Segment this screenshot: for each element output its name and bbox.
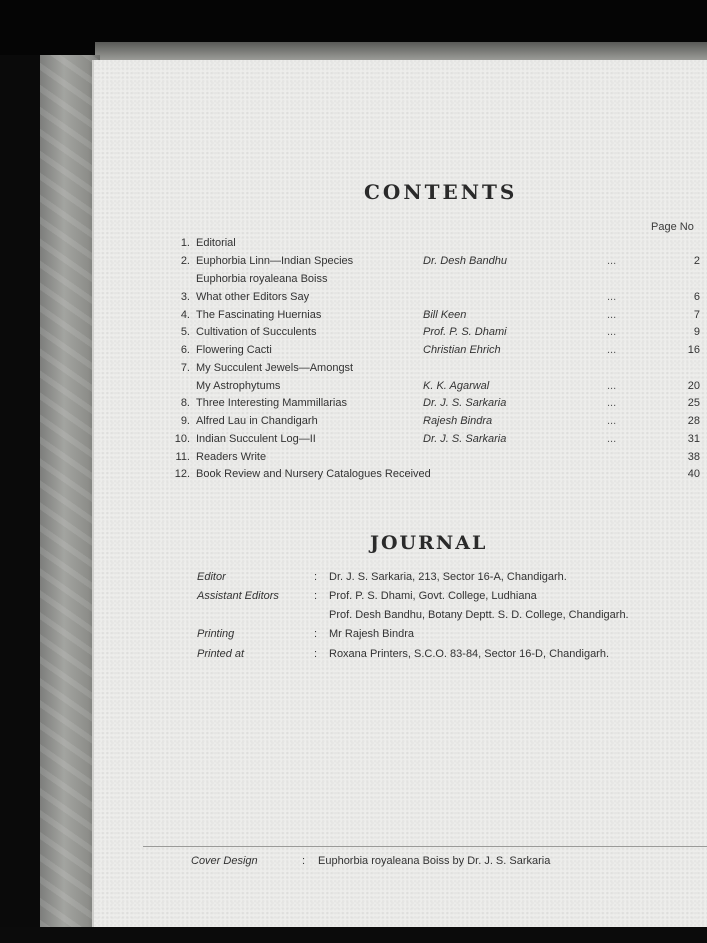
journal-colon: : <box>314 628 318 640</box>
toc-item-page: 28 <box>687 415 700 427</box>
toc-item-page: 25 <box>687 397 700 409</box>
toc-item-page: 31 <box>687 433 700 445</box>
toc-item-number: 3. <box>180 291 190 303</box>
toc-item-page: 40 <box>687 468 700 480</box>
toc-item-leader: ... <box>607 255 617 267</box>
toc-item-number: 9. <box>180 415 190 427</box>
toc-item-title: Editorial <box>196 237 236 249</box>
toc-item-title: Euphorbia Linn—Indian Species <box>196 255 354 267</box>
toc-item-author: K. K. Agarwal <box>423 380 490 392</box>
toc-item-number: 12. <box>174 468 190 480</box>
toc-item-title: Indian Succulent Log—II <box>196 433 316 445</box>
journal-label: Editor <box>197 571 226 583</box>
toc-item-page: 20 <box>687 380 700 392</box>
toc-item-author: Christian Ehrich <box>423 344 501 356</box>
toc-item-author: Dr. J. S. Sarkaria <box>423 433 507 445</box>
toc-item-leader: ... <box>607 380 617 392</box>
toc-item-author: Dr. J. S. Sarkaria <box>423 397 507 409</box>
toc-item-page: 2 <box>693 255 700 267</box>
toc-item-page: 38 <box>687 451 700 463</box>
divider-line <box>143 846 707 847</box>
toc-item-title: Book Review and Nursery Catalogues Received <box>196 468 431 480</box>
toc-item-number: 1. <box>180 237 190 249</box>
toc-item-leader: ... <box>607 344 617 356</box>
journal-colon: : <box>314 648 318 660</box>
toc-item-author: Dr. Desh Bandhu <box>423 255 507 267</box>
toc-item-title: Cultivation of Succulents <box>196 326 317 338</box>
toc-item-leader: ... <box>607 397 617 409</box>
toc-item-number: 4. <box>180 309 190 321</box>
page-no-label: Page No <box>651 221 694 233</box>
toc-item-author: Prof. P. S. Dhami <box>423 326 507 338</box>
toc-item-page: 6 <box>693 291 700 303</box>
toc-item-title: Readers Write <box>196 451 267 463</box>
toc-item-leader: ... <box>607 309 617 321</box>
toc-item-title: Euphorbia royaleana Boiss <box>196 273 328 285</box>
toc-item-number: 2. <box>180 255 190 267</box>
scan-border-bottom <box>0 927 707 943</box>
toc-item-author: Rajesh Bindra <box>423 415 493 427</box>
toc-item-number: 8. <box>180 397 190 409</box>
journal-heading: JOURNAL <box>370 532 488 554</box>
cover-design-value: Euphorbia royaleana Boiss by Dr. J. S. Sarkaria <box>318 855 551 867</box>
journal-label: Assistant Editors <box>197 590 279 602</box>
toc-item-title: Flowering Cacti <box>196 344 272 356</box>
toc-item-title: Alfred Lau in Chandigarh <box>196 415 318 427</box>
toc-item-number: 6. <box>180 344 190 356</box>
toc-item-number: 7. <box>180 362 190 374</box>
toc-item-title: The Fascinating Huernias <box>196 309 322 321</box>
journal-label: Printing <box>197 628 235 640</box>
toc-item-title: Three Interesting Mammillarias <box>196 397 347 409</box>
journal-value: Prof. Desh Bandhu, Botany Deptt. S. D. College, Chandigarh. <box>329 609 629 621</box>
toc-item-page: 16 <box>687 344 700 356</box>
toc-item-number: 10. <box>174 433 190 445</box>
journal-value: Roxana Printers, S.C.O. 83-84, Sector 16-D, Chandigarh. <box>329 648 610 660</box>
toc-item-author: Bill Keen <box>423 309 467 321</box>
toc-item-leader: ... <box>607 326 617 338</box>
cover-design-label: Cover Design <box>191 855 258 867</box>
journal-colon: : <box>314 590 318 602</box>
toc-item-number: 11. <box>175 451 190 463</box>
toc-item-title: My Astrophytums <box>196 380 281 392</box>
toc-item-title: My Succulent Jewels—Amongst <box>196 362 354 374</box>
toc-item-leader: ... <box>607 415 617 427</box>
journal-value: Mr Rajesh Bindra <box>329 628 414 640</box>
journal-label: Printed at <box>197 648 245 660</box>
toc-item-leader: ... <box>607 291 617 303</box>
journal-value: Prof. P. S. Dhami, Govt. College, Ludhiana <box>329 590 537 602</box>
toc-item-title: What other Editors Say <box>196 291 310 303</box>
journal-colon: : <box>314 571 318 583</box>
book-binding <box>40 55 100 927</box>
journal-value: Dr. J. S. Sarkaria, 213, Sector 16-A, Chandigarh. <box>329 571 567 583</box>
toc-item-leader: ... <box>607 433 617 445</box>
cover-design-colon: : <box>302 855 306 867</box>
toc-item-page: 9 <box>693 326 700 338</box>
toc-item-page: 7 <box>693 309 700 321</box>
contents-heading: CONTENTS <box>364 180 518 204</box>
toc-item-number: 5. <box>180 326 190 338</box>
